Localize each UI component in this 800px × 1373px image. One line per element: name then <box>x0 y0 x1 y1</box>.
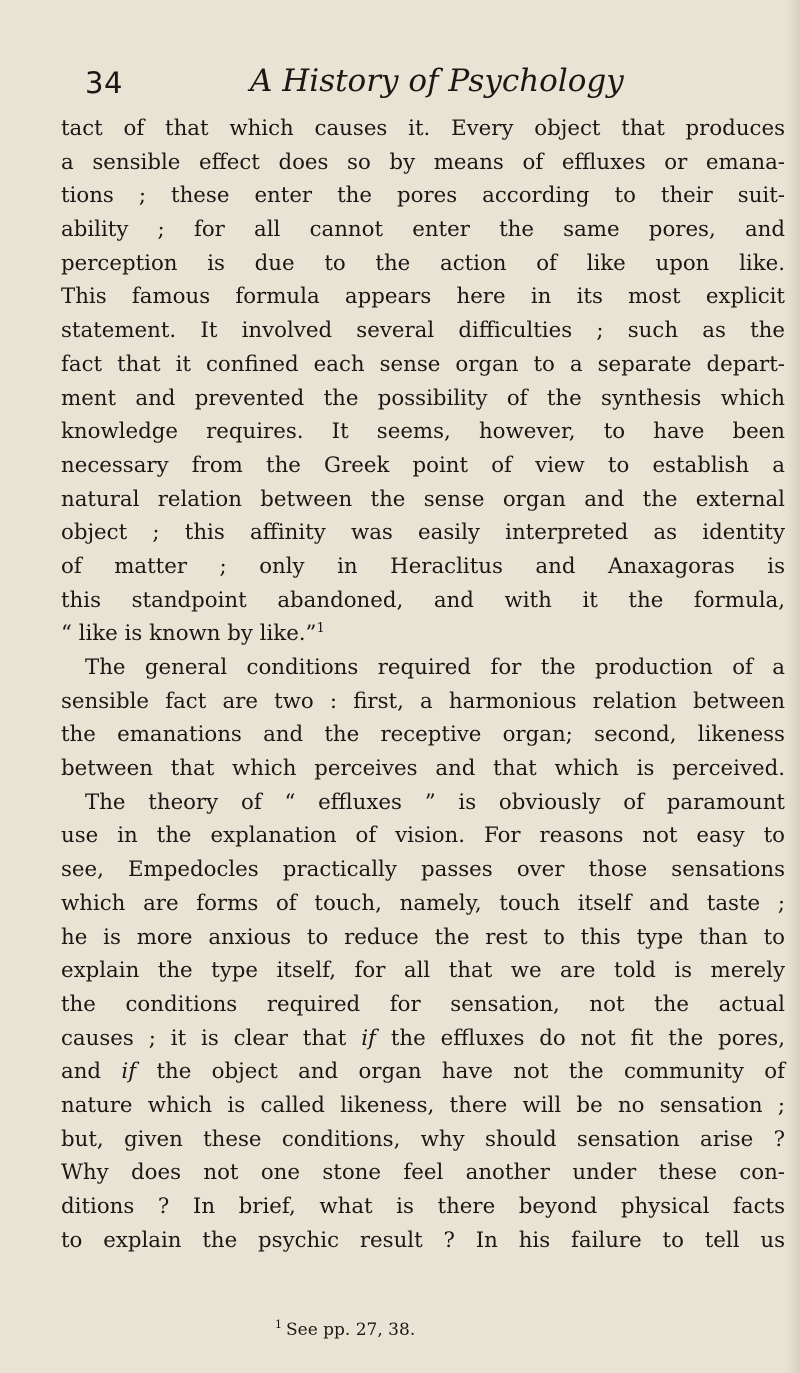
page-number: 34 <box>85 66 123 100</box>
text-line: use in the explanation of vision. For reasons not easy to <box>61 823 785 849</box>
text-line: ment and prevented the possibility of the synthesis which <box>61 385 785 411</box>
text-segment: the effluxes do not fit the pores, <box>390 1025 786 1051</box>
text-line: which are forms of touch, namely, touch itself and taste ; <box>61 890 785 916</box>
scan-edge-shadow <box>786 0 800 1373</box>
text-line: knowledge requires. It seems, however, to have been <box>61 419 785 445</box>
text-line: fact that it confined each sense organ to a separate depart- <box>61 351 785 377</box>
text-line-content: “ like is known by like.” <box>61 621 317 647</box>
text-line: explain the type itself, for all that we are told is merely <box>61 958 785 984</box>
text-line: nature which is called likeness, there will be no sensation ; <box>61 1092 785 1118</box>
footnote-text: See pp. 27, 38. <box>286 1320 416 1340</box>
text-line: ability ; for all cannot enter the same pores, and <box>61 217 785 243</box>
text-line-with-italic <box>61 1055 785 1089</box>
text-line: he is more anxious to reduce the rest to this type than to <box>61 924 785 950</box>
footnote <box>275 1320 415 1340</box>
text-segment: and <box>61 1059 102 1085</box>
running-title: A History of Psychology <box>250 63 624 99</box>
text-line: Why does not one stone feel another under these con- <box>61 1160 785 1186</box>
footnote-mark: 1 <box>275 1318 282 1332</box>
text-line: this standpoint abandoned, and with it the formula, <box>61 587 785 613</box>
text-line: but, given these conditions, why should sensation arise ? <box>61 1126 785 1152</box>
text-line: ditions ? In brief, what is there beyond physical facts <box>61 1194 785 1219</box>
text-line: natural relation between the sense organ and the external <box>61 486 785 512</box>
text-line: a sensible effect does so by means of effluxes or emana- <box>61 149 785 175</box>
text-line: This famous formula appears here in its most explicit <box>61 284 785 310</box>
text-line-with-italic <box>61 1022 785 1056</box>
text-line: the emanations and the receptive organ; second, likeness <box>61 722 785 748</box>
text-line: necessary from the Greek point of view to establish a <box>61 452 785 478</box>
body-text <box>61 112 785 1257</box>
text-line: perception is due to the action of like upon like. <box>61 250 785 276</box>
text-segment: the object and organ have not the community of <box>156 1059 785 1085</box>
italic-word: if <box>121 1059 137 1085</box>
text-line: The theory of “ effluxes ” is obviously of paramount <box>85 789 785 815</box>
text-segment: causes ; it is clear that <box>61 1025 347 1051</box>
page-header <box>85 63 624 110</box>
text-line: of matter ; only in Heraclitus and Anaxagoras is <box>61 553 785 579</box>
footnote-reference: 1 <box>316 621 325 637</box>
text-line: tions ; these enter the pores according to their suit- <box>61 183 785 209</box>
text-line: object ; this affinity was easily interpreted as identity <box>61 520 785 546</box>
text-line: between that which perceives and that which is perceived. <box>61 756 785 782</box>
text-line: to explain the psychic result ? In his failure to tell us <box>61 1227 785 1253</box>
text-line: tact of that which causes it. Every object that produces <box>61 116 785 141</box>
text-line-with-footnote <box>61 617 785 651</box>
italic-word: if <box>361 1025 376 1051</box>
text-line: sensible fact are two : first, a harmonious relation between <box>61 688 785 714</box>
text-line: statement. It involved several difficulties ; such as the <box>61 318 785 344</box>
text-line: The general conditions required for the production of a <box>85 655 785 680</box>
text-line: see, Empedocles practically passes over those sensations <box>61 857 785 883</box>
text-line: the conditions required for sensation, not the actual <box>61 991 785 1017</box>
